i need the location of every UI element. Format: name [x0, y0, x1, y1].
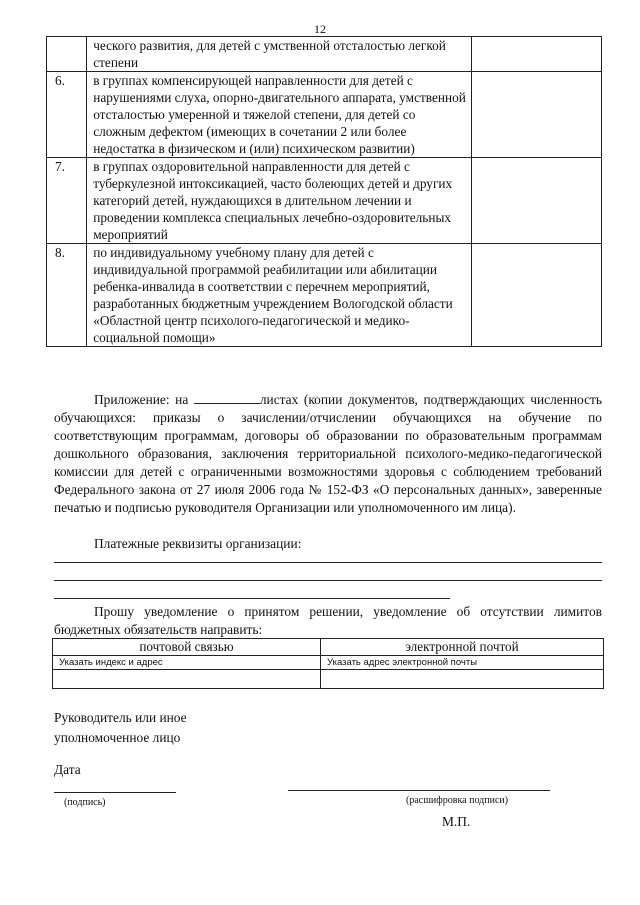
row-text: по индивидуальному учебному плану для детей с индивидуальной программой реабилитации или абилитации ребенка-инвалида в соответствии с перечнем мероприятий, разработанных бюджетным учреждением Вологодской области «Областной центр психолого-педагогической и медико-социальной помощи»: [87, 244, 472, 347]
table-row: [47, 37, 602, 72]
sheets-count-field[interactable]: [194, 391, 260, 404]
date-label: Дата: [54, 762, 81, 777]
signatory-label: [54, 708, 187, 748]
signature-caption: (подпись): [64, 797, 106, 808]
decoding-caption: (расшифровка подписи): [406, 795, 509, 806]
row-text: в группах компенсирующей направленности для детей с нарушениями слуха, опорно-двигательного аппарата, умственной отсталостью умеренной и тяжелой степени, для детей со сложным дефектом (имеющих в сочетании 2 или более недостатка в физическом и (или) психическом развитии): [87, 72, 472, 158]
email-address-field[interactable]: [321, 670, 604, 689]
table-row: [47, 158, 602, 244]
row-value-cell[interactable]: [472, 37, 602, 72]
row-value-cell[interactable]: [472, 244, 602, 347]
row-number: 7.: [47, 158, 87, 244]
postal-header: почтовой связью: [53, 639, 321, 656]
table-row: [53, 670, 604, 689]
stamp-label: М.П.: [442, 814, 471, 829]
notify-method-table: [52, 638, 604, 689]
table-row: [53, 656, 604, 670]
payment-details-line[interactable]: [54, 562, 602, 563]
email-hint: Указать адрес электронной почты: [321, 656, 604, 670]
payment-details-line[interactable]: [54, 580, 602, 581]
postal-hint: Указать индекс и адрес: [53, 656, 321, 670]
table-row: [53, 639, 604, 656]
signature-line[interactable]: [54, 792, 176, 793]
row-value-cell[interactable]: [472, 72, 602, 158]
row-text: ческого развития, для детей с умственной отсталостью легкой степени: [87, 37, 472, 72]
decoding-line[interactable]: [288, 790, 550, 791]
appendix-text: листах (копии документов, подтверждающих численность обучающихся: приказы о зачислении/отчислении обучающихся на обучение по соответствующим программам, договоры об образовании по образовательным программам дошкольного образования, заключения территориальной психолого-медико-педагогической комиссии для детей с ограниченными возможностями здоровья с соблюдением требований Федерального закона от 27 июля 2006 года № 152-ФЗ «О персональных данных», заверенные печатью и подписью руководителя Организации или уполномоченного им лица).: [54, 392, 602, 515]
page-number: 12: [314, 22, 326, 36]
payment-details-label: Платежные реквизиты организации:: [94, 536, 302, 551]
payment-details-line[interactable]: [54, 598, 450, 599]
children-category-table: [46, 36, 602, 347]
postal-address-field[interactable]: [53, 670, 321, 689]
table-row: [47, 72, 602, 158]
row-value-cell[interactable]: [472, 158, 602, 244]
row-number: [47, 37, 87, 72]
signatory-line-1: Руководитель или иное: [54, 710, 187, 725]
signatory-line-2: уполномоченное лицо: [54, 730, 181, 745]
row-number: 8.: [47, 244, 87, 347]
table-row: [47, 244, 602, 347]
email-header: электронной почтой: [321, 639, 604, 656]
appendix-paragraph: [54, 391, 602, 517]
appendix-prefix: Приложение: на: [94, 392, 194, 407]
notify-request-paragraph: Прошу уведомление о принятом решении, уведомление об отсутствии лимитов бюджетных обязательств направить:: [54, 604, 602, 637]
row-text: в группах оздоровительной направленности для детей с туберкулезной интоксикацией, часто болеющих детей и других категорий детей, нуждающихся в длительном лечении и проведении комплекса специальных лечебно-оздоровительных мероприятий: [87, 158, 472, 244]
row-number: 6.: [47, 72, 87, 158]
